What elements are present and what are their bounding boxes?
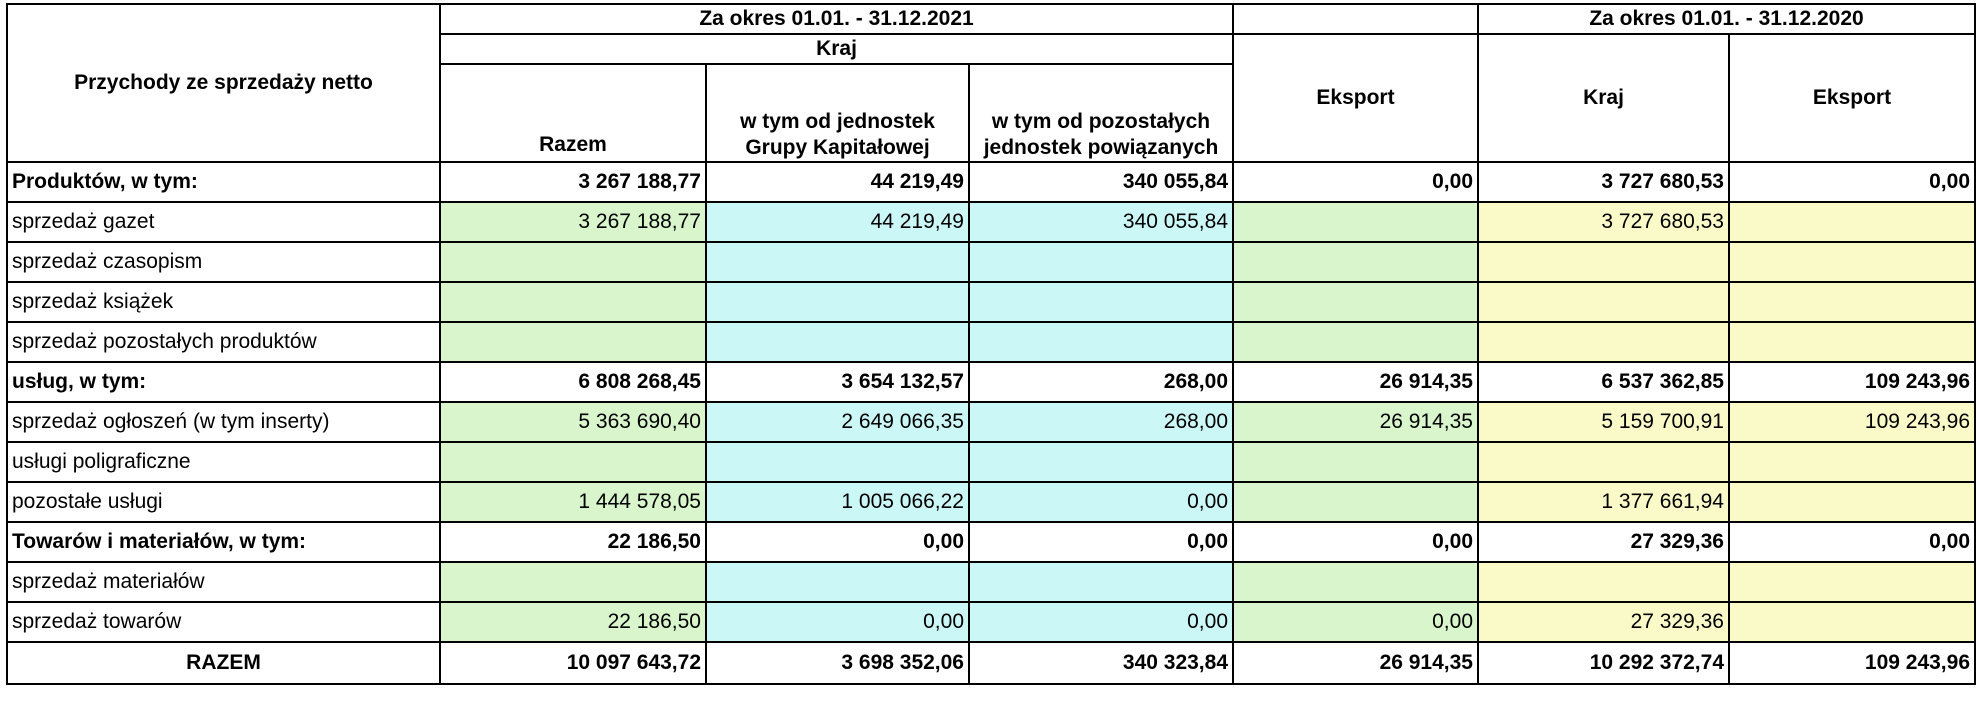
grupa-cell[interactable]	[706, 322, 969, 362]
razem-cell[interactable]	[440, 282, 706, 322]
kraj-2020-cell[interactable]	[1478, 282, 1729, 322]
eksport-2021-cell[interactable]	[1233, 322, 1478, 362]
eksport-2021-cell[interactable]: 26 914,35	[1233, 642, 1478, 684]
grupa-cell[interactable]: 2 649 066,35	[706, 402, 969, 442]
kraj-2020-cell[interactable]: 10 292 372,74	[1478, 642, 1729, 684]
eksport-2021-cell[interactable]: 0,00	[1233, 602, 1478, 642]
razem-cell[interactable]: 3 267 188,77	[440, 162, 706, 202]
eksport-2021-cell[interactable]	[1233, 442, 1478, 482]
kraj-2020-cell[interactable]: 3 727 680,53	[1478, 202, 1729, 242]
table-title: Przychody ze sprzedaży netto	[7, 4, 440, 162]
eksport-2021-cell[interactable]: 26 914,35	[1233, 402, 1478, 442]
table-row	[7, 202, 1975, 242]
kraj-2020-cell[interactable]	[1478, 562, 1729, 602]
kraj-2020-cell[interactable]: 3 727 680,53	[1478, 162, 1729, 202]
pozostale-cell[interactable]: 268,00	[969, 362, 1233, 402]
pozostale-cell[interactable]: 0,00	[969, 522, 1233, 562]
eksport-2021-cell[interactable]: 26 914,35	[1233, 362, 1478, 402]
table-row	[7, 242, 1975, 282]
eksport-2020-header: Eksport	[1729, 34, 1975, 162]
eksport-2020-cell[interactable]	[1729, 322, 1975, 362]
pozostale-header: w tym od pozostałych jednostek powiązanych	[969, 64, 1233, 162]
razem-cell[interactable]: 22 186,50	[440, 522, 706, 562]
grupa-cell[interactable]: 1 005 066,22	[706, 482, 969, 522]
eksport-2020-cell[interactable]: 0,00	[1729, 522, 1975, 562]
razem-cell[interactable]: 10 097 643,72	[440, 642, 706, 684]
table-row	[7, 282, 1975, 322]
grupa-cell[interactable]: 3 698 352,06	[706, 642, 969, 684]
pozostale-cell[interactable]: 340 055,84	[969, 162, 1233, 202]
eksport-2020-cell[interactable]: 109 243,96	[1729, 362, 1975, 402]
eksport-2021-cell[interactable]	[1233, 202, 1478, 242]
eksport-2021-cell[interactable]: 0,00	[1233, 522, 1478, 562]
period-2021-header: Za okres 01.01. - 31.12.2021	[440, 4, 1233, 34]
eksport-2020-cell[interactable]: 0,00	[1729, 162, 1975, 202]
row-label: Towarów i materiałów, w tym:	[7, 522, 440, 562]
table-row	[7, 482, 1975, 522]
pozostale-cell[interactable]	[969, 242, 1233, 282]
pozostale-cell[interactable]	[969, 562, 1233, 602]
razem-cell[interactable]	[440, 322, 706, 362]
eksport-2020-cell[interactable]	[1729, 562, 1975, 602]
pozostale-cell[interactable]: 268,00	[969, 402, 1233, 442]
pozostale-cell[interactable]: 340 323,84	[969, 642, 1233, 684]
grupa-cell[interactable]: 0,00	[706, 602, 969, 642]
kraj-2020-cell[interactable]: 6 537 362,85	[1478, 362, 1729, 402]
grupa-cell[interactable]	[706, 242, 969, 282]
row-label: sprzedaż ogłoszeń (w tym inserty)	[7, 402, 440, 442]
eksport-2021-cell[interactable]	[1233, 242, 1478, 282]
pozostale-cell[interactable]: 0,00	[969, 482, 1233, 522]
table-row	[7, 522, 1975, 562]
kraj-2020-header: Kraj	[1478, 34, 1729, 162]
eksport-2020-cell[interactable]	[1729, 482, 1975, 522]
razem-cell[interactable]	[440, 442, 706, 482]
razem-cell[interactable]: 6 808 268,45	[440, 362, 706, 402]
eksport-2021-cell[interactable]	[1233, 482, 1478, 522]
eksport-2021-cell[interactable]	[1233, 282, 1478, 322]
table-row	[7, 402, 1975, 442]
eksport-2020-cell[interactable]: 109 243,96	[1729, 402, 1975, 442]
eksport-2020-cell[interactable]	[1729, 282, 1975, 322]
row-label: Produktów, w tym:	[7, 162, 440, 202]
grupa-cell[interactable]: 44 219,49	[706, 162, 969, 202]
row-label: RAZEM	[7, 642, 440, 684]
row-label: sprzedaż książek	[7, 282, 440, 322]
eksport-2020-cell[interactable]	[1729, 442, 1975, 482]
razem-cell[interactable]: 22 186,50	[440, 602, 706, 642]
razem-cell[interactable]: 5 363 690,40	[440, 402, 706, 442]
kraj-2020-cell[interactable]	[1478, 242, 1729, 282]
pozostale-cell[interactable]	[969, 282, 1233, 322]
row-label: pozostałe usługi	[7, 482, 440, 522]
row-label: usług, w tym:	[7, 362, 440, 402]
grupa-cell[interactable]	[706, 282, 969, 322]
razem-cell[interactable]: 3 267 188,77	[440, 202, 706, 242]
pozostale-cell[interactable]: 340 055,84	[969, 202, 1233, 242]
razem-header: Razem	[440, 64, 706, 162]
eksport-2021-cell[interactable]	[1233, 562, 1478, 602]
table-row	[7, 322, 1975, 362]
table-row	[7, 642, 1975, 684]
pozostale-cell[interactable]: 0,00	[969, 602, 1233, 642]
eksport-2020-cell[interactable]	[1729, 242, 1975, 282]
kraj-group-header: Kraj	[440, 34, 1233, 64]
grupa-header: w tym od jednostek Grupy Kapitałowej	[706, 64, 969, 162]
table-body	[7, 162, 1975, 684]
period-2020-header: Za okres 01.01. - 31.12.2020	[1478, 4, 1975, 34]
row-label: sprzedaż materiałów	[7, 562, 440, 602]
razem-cell[interactable]	[440, 242, 706, 282]
table-row	[7, 162, 1975, 202]
pozostale-cell[interactable]	[969, 322, 1233, 362]
row-label: sprzedaż towarów	[7, 602, 440, 642]
razem-cell[interactable]: 1 444 578,05	[440, 482, 706, 522]
grupa-cell[interactable]: 44 219,49	[706, 202, 969, 242]
eksport-2020-cell[interactable]	[1729, 602, 1975, 642]
row-label: sprzedaż pozostałych produktów	[7, 322, 440, 362]
row-label: usługi poligraficzne	[7, 442, 440, 482]
eksport-2021-header: Eksport	[1233, 34, 1478, 162]
grupa-cell[interactable]	[706, 442, 969, 482]
kraj-2020-cell[interactable]: 27 329,36	[1478, 522, 1729, 562]
grupa-cell[interactable]: 0,00	[706, 522, 969, 562]
table-row	[7, 442, 1975, 482]
grupa-cell[interactable]	[706, 562, 969, 602]
row-label: sprzedaż czasopism	[7, 242, 440, 282]
kraj-2020-cell[interactable]: 1 377 661,94	[1478, 482, 1729, 522]
razem-cell[interactable]	[440, 562, 706, 602]
table-row	[7, 362, 1975, 402]
eksport-2021-cell[interactable]: 0,00	[1233, 162, 1478, 202]
kraj-2020-cell[interactable]	[1478, 442, 1729, 482]
period-blank-header	[1233, 4, 1478, 34]
pozostale-cell[interactable]	[969, 442, 1233, 482]
eksport-2020-cell[interactable]	[1729, 202, 1975, 242]
kraj-2020-cell[interactable]	[1478, 322, 1729, 362]
eksport-2020-cell[interactable]: 109 243,96	[1729, 642, 1975, 684]
grupa-cell[interactable]: 3 654 132,57	[706, 362, 969, 402]
table-row	[7, 602, 1975, 642]
kraj-2020-cell[interactable]: 27 329,36	[1478, 602, 1729, 642]
kraj-2020-cell[interactable]: 5 159 700,91	[1478, 402, 1729, 442]
revenue-table	[6, 3, 1976, 685]
row-label: sprzedaż gazet	[7, 202, 440, 242]
table-row	[7, 562, 1975, 602]
